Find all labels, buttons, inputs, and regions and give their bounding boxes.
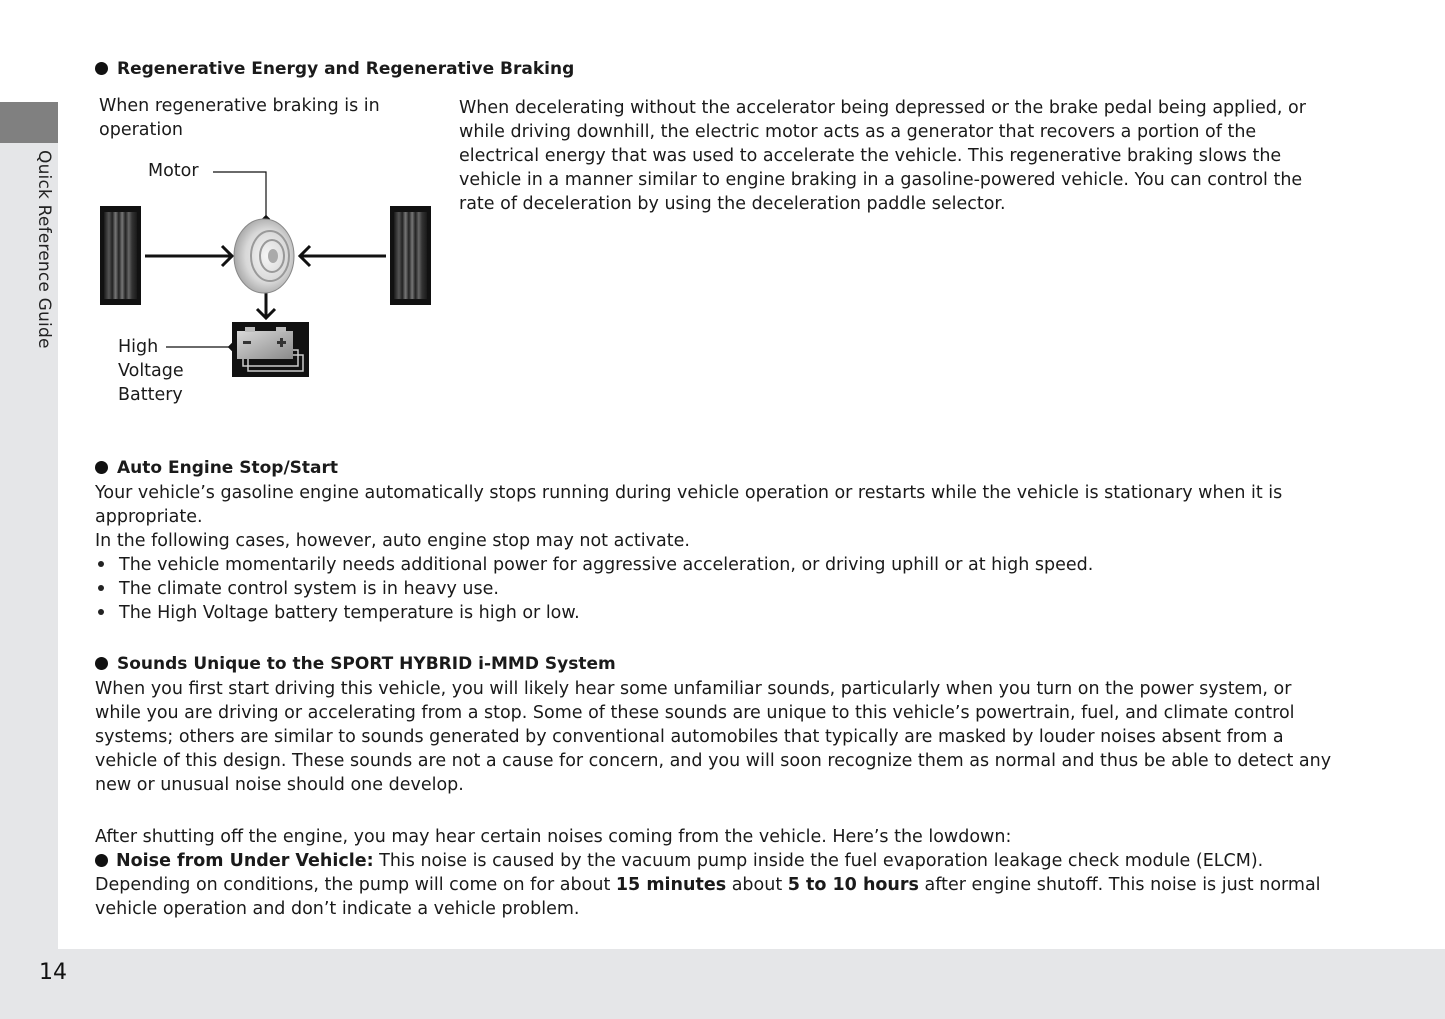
- bullet-icon: [95, 854, 108, 867]
- sidebar-label: Quick Reference Guide: [34, 150, 54, 349]
- list-item: The vehicle momentarily needs additional power for aggressive acceleration, or driving uphill or at high speed.: [95, 553, 1282, 577]
- bullet-icon: [95, 657, 108, 670]
- bullet-icon: [95, 461, 108, 474]
- page-number: 14: [39, 960, 67, 985]
- regen-body: When decelerating without the accelerator being depressed or the brake pedal being applied, or while driving downhill, the electric motor acts as a generator that recovers a portion of the electrical energy that was used to accelerate the vehicle. This regenerative braking slows the vehicle in a manner similar to engine braking in a gasoline-powered vehicle. You can control the rate of deceleration by using the deceleration paddle selector.: [459, 98, 1306, 214]
- auto-stop-body: Your vehicle’s gasoline engine automatically stops running during vehicle operation or restarts while the vehicle is stationary when it is appropriate. In the following cases, however, auto engine stop may not activate. The vehicle momentarily needs additional power for aggressive acceleration, or driving uphill or at high speed. The climate control system is in heavy use. The High Voltage battery temperature is high or low.: [95, 483, 1283, 623]
- after-shutoff-body: After shutting off the engine, you may hear certain noises coming from the vehicle. Here’s the lowdown: Noise from Under Vehicle: This noise is caused by the vacuum pump inside the fuel evaporation leakage check module (ELCM). Depending on conditions, the pump will come on for about 15 minutes about 5 to 10 hours after engine shutoff. This noise is just normal vehicle operation and don’t indicate a vehicle problem.: [95, 827, 1321, 919]
- section-heading-regen: Regenerative Energy and Regenerative Braking: [95, 57, 574, 81]
- bullet-icon: [95, 62, 108, 75]
- regen-diagram: [95, 165, 440, 385]
- bullet-icon: [98, 609, 104, 615]
- section-tab-marker: [0, 102, 58, 143]
- noise-item: Noise from Under Vehicle: This noise is caused by the vacuum pump inside the fuel evaporation leakage check module (ELCM).: [95, 849, 1321, 873]
- motor-icon: [234, 219, 294, 293]
- list-item: The climate control system is in heavy use.: [95, 577, 1282, 601]
- list-item: The High Voltage battery temperature is high or low.: [95, 601, 1282, 625]
- battery-label: High Voltage Battery: [118, 337, 184, 405]
- bullet-icon: [98, 561, 104, 567]
- motor-label: Motor: [148, 161, 199, 181]
- section-heading-sounds: Sounds Unique to the SPORT HYBRID i-MMD System: [95, 652, 616, 676]
- section-heading-auto-stop: Auto Engine Stop/Start: [95, 456, 338, 480]
- bullet-icon: [98, 585, 104, 591]
- sounds-body: When you first start driving this vehicle, you will likely hear some unfamiliar sounds, particularly when you turn on the power system, or while you are driving or accelerating from a stop. Some of these sounds are unique to this vehicle’s powertrain, fuel, and climate control systems; others are similar to sounds generated by conventional automobiles that typically are masked by louder noises absent from a vehicle of this design. These sounds are not a cause for concern, and you will soon recognize them as normal and thus be able to detect any new or unusual noise should one develop.: [95, 679, 1332, 795]
- tire-right-icon: [390, 206, 431, 305]
- tire-left-icon: [100, 206, 141, 305]
- footer-band: [0, 949, 1445, 1019]
- battery-icon: [232, 322, 309, 377]
- diagram-caption: When regenerative braking is in operation: [99, 96, 380, 140]
